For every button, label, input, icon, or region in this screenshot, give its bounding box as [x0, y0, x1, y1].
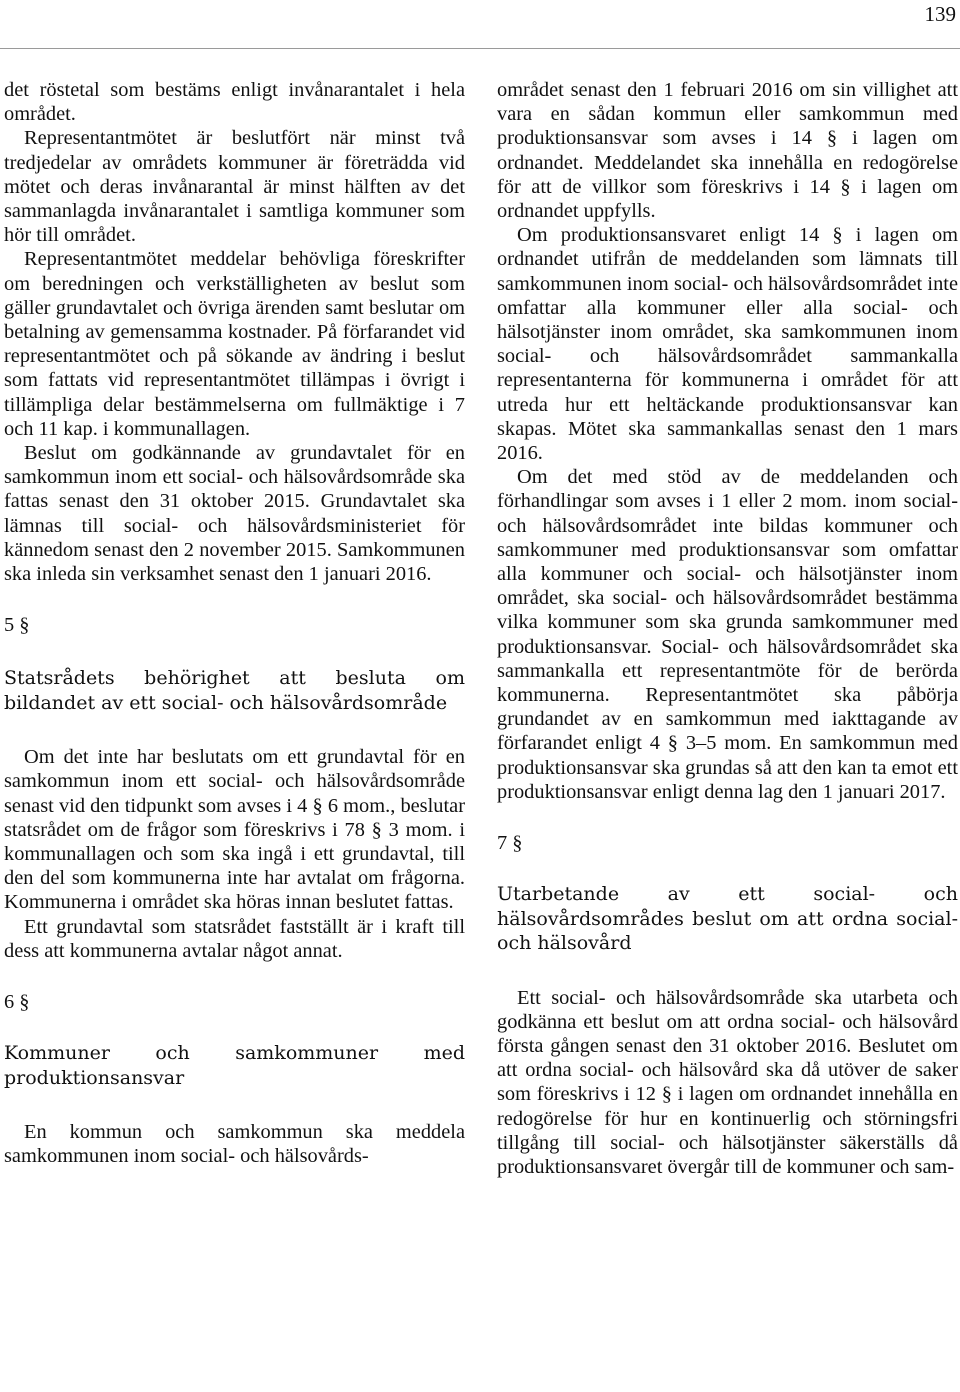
- section-heading: Statsrådets behörighet att besluta om bildandet av ett social- och hälsovårdsområde: [4, 667, 465, 714]
- section-heading: Kommuner och samkommuner med produktionsansvar: [4, 1042, 465, 1089]
- paragraph: Ett grundavtal som statsrådet fastställt är i kraft till dess att kommunerna avtalar något annat.: [4, 915, 465, 962]
- paragraph: Om produktionsansvaret enligt 14 § i lagen om ordnandet utifrån de meddelanden som lämnats till samkommunen inom social- och hälsovårdsområdet inte omfattar alla kommuner eller alla social- och hälsotjänster inom området, ska samkommunen inom social- och hälsovårdsområdet sammankalla representanterna för kommunerna i området för att utreda hur ett heltäckande produktionsansvar kan skapas. Mötet ska sammankallas senast den 1 mars 2016.: [497, 224, 958, 465]
- section-heading: Utarbetande av ett social- och hälsovårdsområdes beslut om att ordna social- och hälsovård: [497, 883, 958, 955]
- paragraph: Om det med stöd av de meddelanden och förhandlingar som avses i 1 eller 2 mom. inom social- och hälsovårdsområdet inte bildas kommuner och samkommuner med produktionsansvar som omfattar alla kommuner och social- och hälsotjänster inom området, ska social- och hälsovårdsområdet bestämma vilka kommuner som ska grunda samkommuner med produktionsansvar. Social- och hälsovårdsområdet ska sammankalla ett representantmöte för de berörda kommunerna. Representantmötet ska påbörja grundandet av en samkommun med iakttagande av förfarandet enligt 4 § 3–5 mom. En samkommun med produktionsansvar ska grundas så att den kan ta emot ett produktionsansvar enligt denna lag den 1 januari 2017.: [497, 466, 958, 803]
- paragraph: Om det inte har beslutats om ett grundavtal för en samkommun inom ett social- och hälsovårdsområde senast vid den tidpunkt som avses i 4 § 6 mom., beslutar statsrådet om de frågor som föreskrivs i 78 § 3 mom. i kommunallagen och som ska ingå i ett grundavtal, till den del som kommunerna inte har avtalat om frågorna. Kommunerna i området ska höras innan beslutet fattas.: [4, 746, 465, 914]
- paragraph: det röstetal som bestäms enligt invånarantalet i hela området.: [4, 79, 465, 126]
- section-number: 5 §: [4, 614, 30, 637]
- page-number: 139: [924, 2, 956, 26]
- paragraph: Beslut om godkännande av grundavtalet för en samkommun inom ett social- och hälsovårdsområde ska fattas senast den 31 oktober 2015. Grundavtalet ska lämnas till social- och hälsovårdsministeriet för kännedom senast den 2 november 2015. Samkommunen ska inleda sin verksamhet senast den 1 januari 2016.: [4, 442, 465, 586]
- section-number: 7 §: [497, 832, 523, 855]
- paragraph: Ett social- och hälsovårdsområde ska utarbeta och godkänna ett beslut om att ordna social- och hälsovård första gången senast den 31 oktober 2016. Beslutet om att ordna social- och hälsovård ska då utöver de saker som föreskrivs i 12 § i lagen om ordnandet innehålla en redogörelse för hur en kontinuerlig och störningsfri tillgång till social- och hälsotjänster säkerställs då produktionsansvaret övergår till de kommuner och sam-: [497, 986, 958, 1179]
- paragraph: Representantmötet är beslutfört när minst två tredjedelar av områdets kommuner är företrädda vid mötet och deras invånarantal är minst hälften av det sammanlagda invånarantalet i samtliga kommuner som hör till området.: [4, 127, 465, 247]
- paragraph: En kommun och samkommun ska meddela samkommunen inom social- och hälsovårds-: [4, 1121, 465, 1168]
- header-rule: [0, 48, 960, 49]
- left-column: [4, 78, 465, 1169]
- paragraph: området senast den 1 februari 2016 om sin villighet att vara en sådan kommun eller samkommun med produktionsansvar som avses i 14 § i lagen om ordnandet. Meddelandet ska innehålla en redogörelse för att de villkor som föreskrivs i 14 § i lagen om ordnandet uppfylls.: [497, 79, 958, 223]
- right-column: [497, 78, 958, 1179]
- section-number: 6 §: [4, 991, 30, 1014]
- paragraph: Representantmötet meddelar behövliga föreskrifter om beredningen och verkställigheten av beslut som gäller grundavtalet och övriga ärenden samt beslutar om betalning av gemensamma kostnader. På förfarandet vid representantmötet och på sökande av ändring i beslut som fattats vid representantmötet tillämpas i övrigt i tillämpliga delar bestämmelserna om fullmäktige i 7 och 11 kap. i kommunallagen.: [4, 248, 465, 440]
